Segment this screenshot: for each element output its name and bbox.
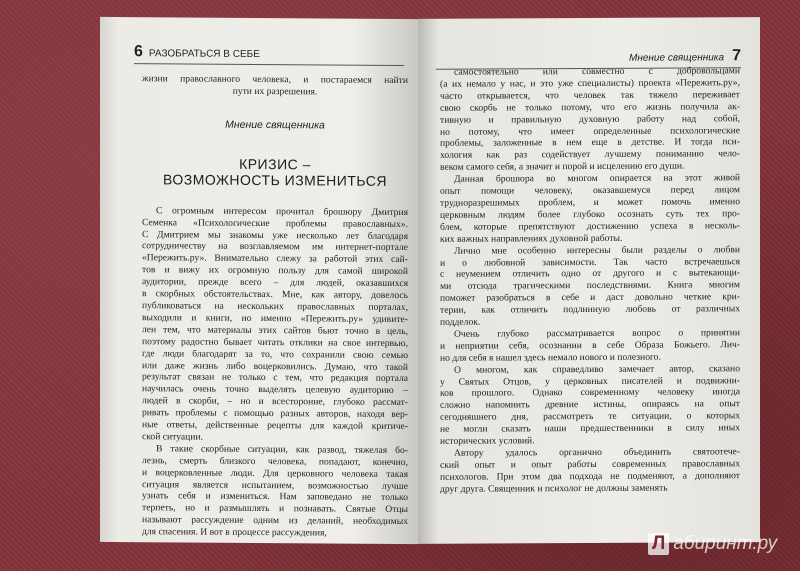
text-line: в скорбных обстоятельствах. Мне, как автору, довелось [142, 288, 408, 302]
text-line: Очень глубоко рассматривается вопрос о принятии [454, 327, 740, 340]
running-head-left [134, 43, 404, 66]
site-watermark [648, 533, 777, 555]
headline-line: КРИЗИС – [239, 155, 311, 173]
text-line: трудноразрешимых проблем, и может помочь именно [440, 196, 740, 209]
text-line: и о любовной зависимости. Так часто встречаешься [440, 255, 740, 269]
page-number: 7 [732, 47, 741, 65]
text-line: свою скорбь не только потому, что его жизнь получила ак- [440, 100, 740, 114]
text-line: публиковаться на нескольких православных порталах, [142, 300, 408, 314]
text-line: поможет разобраться в себе и даст довольно четкие кри- [440, 291, 740, 304]
text-line: аудитории, прежде всего – для людей, оказавшихся [142, 276, 408, 290]
text-line: хология как раз содействует лучшему пониманию чело- [440, 148, 740, 162]
paragraph [142, 205, 408, 445]
paragraph [440, 327, 740, 364]
text-line: сотрудничеству на возглавляемом им интернет-портале [142, 240, 408, 254]
text-line: опыт помощи человеку, оказавшемуся перед лицом [440, 184, 740, 197]
text-line: или даже жизнь либо воцерковились. Думаю, что такой [142, 359, 408, 373]
headline-line: ВОЗМОЖНОСТЬ ИЗМЕНИТЬСЯ [162, 171, 387, 189]
right-page-body [440, 65, 740, 495]
watermark-badge: Л [648, 533, 669, 555]
text-line: терии, как отличить подлинную любовь от различных [440, 303, 740, 316]
paragraph [440, 244, 740, 329]
text-line: но для себя я нашел здесь немало нового и полезного. [440, 351, 661, 364]
text-line: узнать себя и измениться. Нам заповедано не только [142, 490, 408, 504]
text-line: поэтому радостно бывает читать отклики на свое интервью, [142, 335, 408, 349]
text-line: тов и вижу их огромную пользу для самой широкой [142, 264, 408, 278]
text-line: ривать проблемы с помощью разных авторов, находя вер- [142, 407, 408, 421]
text-line: людей в скорби, – но и всесторонне, глубоко рассмат- [142, 395, 408, 409]
text-line: пути их разрешения. [232, 85, 318, 98]
text-line: (а их немало у нас, и это уже специалисты) проекта «Пережить.ру», [440, 77, 740, 90]
paragraph [440, 363, 740, 448]
text-line: часто открывается, что человек так тяжело переживает [440, 89, 740, 102]
text-line: О многом, как справедливо замечает автор, сказано [454, 362, 740, 376]
paragraph [440, 446, 740, 495]
open-book [100, 18, 760, 543]
chapter-headline [142, 155, 408, 189]
text-line: церковным людям более глубоко осознать суть тех про- [440, 208, 740, 221]
running-head-text: РАЗОБРАТЬСЯ В СЕБЕ [148, 48, 260, 61]
text-line: терпеть, но и размышлять и познавать. Святые Отцы [142, 502, 408, 516]
text-line: называют рассуждение одним из деланий, необходимых [142, 514, 408, 528]
text-line: ких важных направлениях духовной работы. [440, 232, 623, 245]
paragraph [440, 65, 740, 174]
text-line: но потому, что имеет определенные психологические [440, 124, 740, 138]
text-line: Автору удалось органично объединить святоотече- [454, 446, 740, 459]
text-line: Семенка «Психологические проблемы православных». [142, 216, 408, 230]
text-line: ми отсюда трагическими последствиями. Книга многим [440, 279, 740, 293]
text-line: В такие скорбные ситуации, как развод, тяжелая бо- [156, 443, 408, 456]
text-line: проблемы, заложенные в нем еще в детстве. И тогда пси- [440, 136, 740, 150]
page-number: 6 [134, 43, 143, 61]
text-line: научилась очень точно выделять целевую аудиторию – [142, 383, 408, 397]
watermark-text: абиринт.ру [673, 533, 778, 554]
right-page [418, 17, 760, 544]
text-line: ский опыт и опыт работы современных православных [440, 458, 740, 471]
left-page-body [142, 73, 408, 540]
text-line: сложно напомнить древние истины, опираясь на опыт [440, 398, 740, 412]
text-line: жизни православного человека, и постараемся найти [142, 73, 408, 87]
text-line: сегодняшнего дня, рассмотреть те ситуации, о которых [440, 410, 740, 424]
left-paragraphs [142, 205, 408, 540]
text-line: ситуация является испытанием, возможностью лучше [142, 478, 408, 492]
paragraph [142, 443, 408, 540]
section-label: Мнение священника [225, 118, 325, 132]
text-line: с неумением отличить одно от другого и с вытекающи- [440, 267, 740, 281]
text-line: ков прошлого. Однако современному человеку иногда [440, 386, 740, 400]
text-line: психологов. При этом два подхода не подменяют, а дополняют [440, 470, 740, 483]
text-line: С огромным интересом прочитал брошюру Дмитрия [156, 204, 408, 218]
text-line: самостоятельно или совместно с добровольцами [454, 65, 740, 78]
text-line: Данная брошюра во многом опирается на этот живой [454, 172, 740, 185]
intro-text [142, 73, 408, 99]
text-line: выходили и книги, но именно «Пережить.ру» удивите- [142, 312, 408, 325]
text-line: не могли сказать наши предшественники в силу иных [440, 422, 740, 435]
text-line: и воцерковленные люди. Для церковного человека такая [142, 466, 408, 480]
text-line: блем, которые препятствуют достижению успеха в несколь- [440, 219, 740, 233]
text-line: «Пережить.ру». Внимательно слежу за работой этих сай- [142, 252, 408, 266]
text-line: друг друга. Священник и психолог не должны заменять [440, 482, 668, 495]
text-line: веком самого себя, а значит и порой и исцелению его души. [440, 160, 685, 174]
text-line: лен тем, что материалы этих сайтов бьют точно в цель, [142, 323, 408, 337]
paragraph [440, 172, 740, 245]
left-page [100, 17, 418, 544]
text-line: подделок. [440, 316, 481, 328]
text-line: ные ответы, действенные рецепты для каждой критиче- [142, 419, 408, 433]
text-line: исторических условий. [440, 435, 535, 447]
text-line: тивную и правильную духовную работу над собой, [440, 112, 740, 126]
text-line: где люди благодарят за то, что сохранили свою семью [142, 347, 408, 361]
text-line: результат связан не только с тем, что редакция портала [142, 371, 408, 385]
text-line: и неприятии себя, осознании в себе Образа Божьего. Лич- [440, 339, 740, 352]
text-line: ской ситуации. [142, 431, 203, 443]
text-line: Лично мне особенно интересны были разделы о любви [454, 243, 740, 257]
text-line: лезнь, смерть близкого человека, попадают, конечно, [142, 454, 408, 468]
text-line: для спасения. И вот в процессе рассуждения, [142, 526, 327, 539]
text-line: у Святых Отцов, у церковных писателей и подвижни- [440, 374, 740, 388]
text-line: С Дмитрием мы знакомы уже несколько лет благодаря [142, 228, 408, 242]
running-head-text: Мнение священника [629, 52, 725, 64]
